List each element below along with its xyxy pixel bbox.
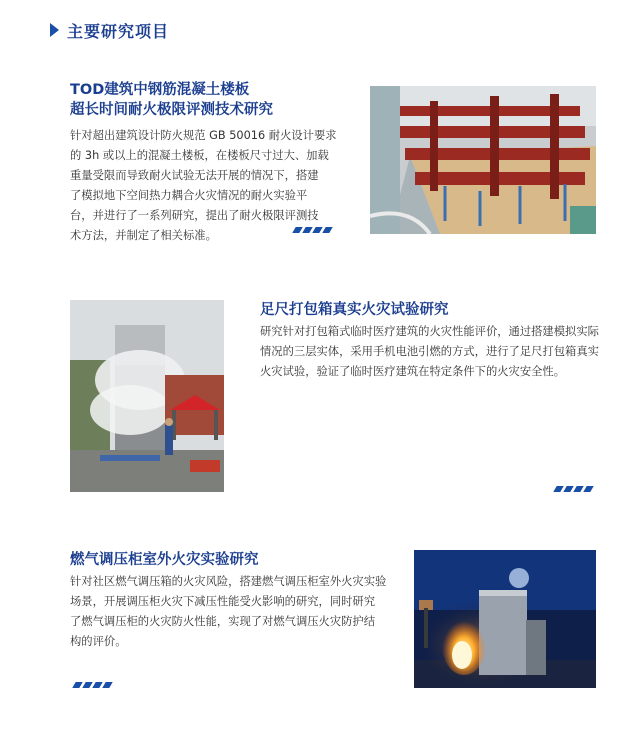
project-3-body-line: 构的评价。 xyxy=(70,635,127,648)
project-2-body-line: 研究针对打包箱式临时医疗建筑的火灾性能评价，通过搭建模拟实际 xyxy=(260,325,599,338)
project-1-title-line2: 超长时间耐火极限评测技术研究 xyxy=(70,102,273,118)
project-2-body xyxy=(260,322,605,382)
section-header xyxy=(50,16,169,44)
decorative-stripes xyxy=(74,682,111,688)
project-1-body-line: 针对超出建筑设计防火规范 GB 50016 耐火设计要求 xyxy=(70,129,337,142)
project-1-title xyxy=(70,80,370,120)
decorative-stripes xyxy=(555,486,592,492)
project-2-body-line: 火灾试验，验证了临时医疗建筑在特定条件下的火灾安全性。 xyxy=(260,365,566,378)
project-1-body-line: 术方法，并制定了相关标准。 xyxy=(70,229,217,242)
project-3-title: 燃气调压柜室外火灾实验研究 xyxy=(70,552,259,568)
project-3-body-line: 针对社区燃气调压箱的火灾风险，搭建燃气调压柜室外火灾实验 xyxy=(70,575,387,588)
project-3-body-line: 场景，开展调压柜火灾下减压性能受火影响的研究，同时研究 xyxy=(70,595,376,608)
project-1-body-line: 重量受限而导致耐火试验无法开展的情况下，搭建 xyxy=(70,169,319,182)
section-title: 主要研究项目 xyxy=(67,21,170,41)
project-3-body xyxy=(70,572,390,652)
project-2-title: 足尺打包箱真实火灾试验研究 xyxy=(260,302,449,318)
decorative-stripes xyxy=(294,227,331,233)
project-1-body-line: 了模拟地下空间热力耦合火灾情况的耐火实验平 xyxy=(70,189,308,202)
chevron-right-icon xyxy=(50,23,59,37)
project-2-body-line: 情况的三层实体，采用手机电池引燃的方式，进行了足尺打包箱真实 xyxy=(260,345,599,358)
project-3-body-line: 了燃气调压柜的火灾防火性能，实现了对燃气调压火灾防护结 xyxy=(70,615,376,628)
project-1-body-line: 的 3h 或以上的混凝土楼板，在楼板尺寸过大、加载 xyxy=(70,149,329,162)
project-1-body-line: 台，并进行了一系列研究，提出了耐火极限评测技 xyxy=(70,209,319,222)
photo-container-fire-test xyxy=(70,300,224,492)
project-1-title-line1: TOD建筑中钢筋混凝土楼板 xyxy=(70,82,250,98)
photo-gas-cabinet-fire-test xyxy=(414,550,596,688)
photo-floor-slab-test-rig xyxy=(370,86,596,234)
